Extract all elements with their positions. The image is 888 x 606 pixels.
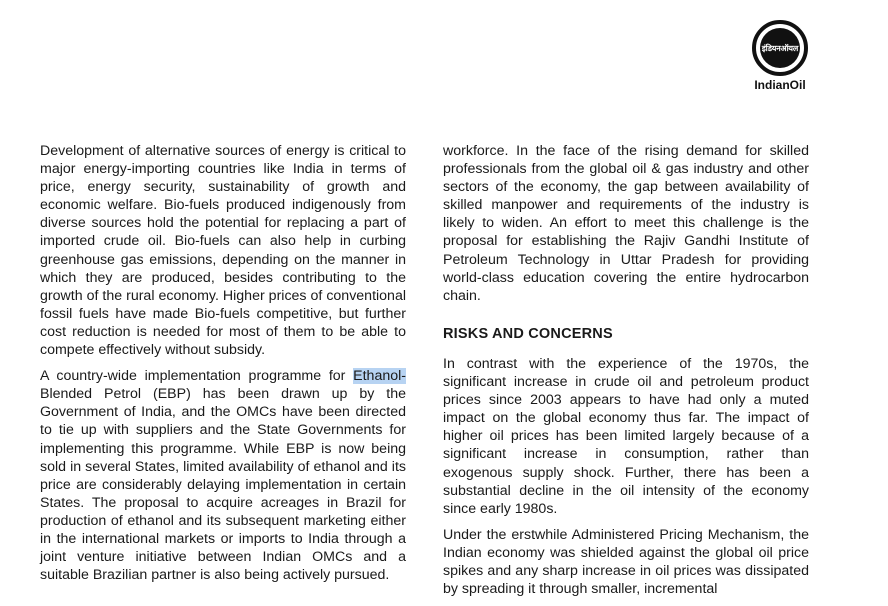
paragraph-text: Blended Petrol (EBP) has been drawn up by the Government of India, and the OMCs have been directed to tie up with suppliers and the State Governments for implementing this programme. While EBP is now being sold in several States, limited availability of ethanol and its price are considerably delaying implementation in certain States. The proposal to acquire acreages in Brazil for production of ethanol and its subsequent marketing either in the international markets or imports to India through a joint venture initiative between Indian OMCs and a suitable Brazilian partner is also being actively pursued. (40, 386, 406, 584)
logo-emblem (752, 20, 808, 76)
indianoil-logo (744, 20, 816, 92)
paragraph-oil-prices: In contrast with the experience of the 1970s, the significant increase in crude oil and petroleum product prices since 2003 appears to have had only a muted impact on the global economy thus far. The impact of higher oil prices has been limited largely because of a significant increase in consumption, rather than exogenous supply shock. Further, there has been a substantial decline in the oil intensity of the economy since early 1980s. (443, 355, 809, 517)
section-heading-risks: RISKS AND CONCERNS (443, 325, 613, 342)
paragraph-alternative-energy: Development of alternative sources of energy is critical to major energy-importing countries like India in terms of price, energy security, sustainability of growth and economic welfare. Bio-fuels produced indigenously from diverse sources hold the potential for replacing a part of imported crude oil. Bio-fuels can also help in curbing greenhouse gas emissions, depending on the manner in which they are produced, besides contributing to the growth of the rural economy. Higher prices of conventional fossil fuels have made Bio-fuels competitive, but further cost reduction is needed for most of them to be able to compete effectively without subsidy. (40, 143, 406, 359)
selected-text-highlight[interactable]: Ethanol- (353, 368, 406, 385)
logo-brand-text: IndianOil (754, 78, 806, 92)
paragraph-pricing-mechanism: Under the erstwhile Administered Pricing Mechanism, the Indian economy was shielded against the global oil price spikes and any sharp increase in oil prices was dissipated by spreading it through smaller, incremental (443, 526, 809, 598)
paragraph-ethanol-blended-petrol (40, 367, 406, 584)
paragraph-text: A country-wide implementation programme for (40, 368, 354, 385)
left-column (40, 142, 406, 592)
paragraph-workforce: workforce. In the face of the rising demand for skilled professionals from the global oil & gas industry and other sectors of the economy, the gap between availability of skilled manpower and requirements of the industry is likely to widen. An effort to meet this challenge is the proposal for establishing the Rajiv Gandhi Institute of Petroleum Technology in Uttar Pradesh for providing world-class education covering the entire hydrocarbon chain. (443, 143, 809, 304)
logo-emblem-text: इंडियनऑयल (760, 28, 800, 68)
right-column (443, 142, 809, 606)
